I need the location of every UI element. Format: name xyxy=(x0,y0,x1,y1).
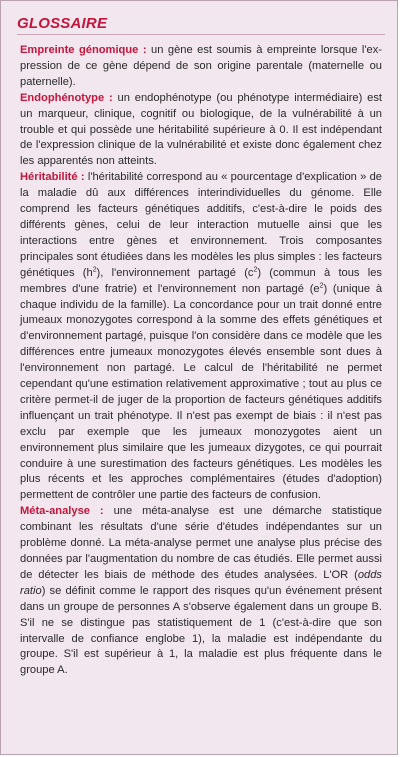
definition-text: un gène est soumis à empreinte lorsque l'expression de ce gène dépend de son origine parentale (maternelle ou paternelle). xyxy=(20,44,382,88)
superscript: 2 xyxy=(319,281,324,289)
entry-meta-analyse xyxy=(20,504,382,679)
superscript: 2 xyxy=(92,265,97,273)
term-label: Empreinte génomique : xyxy=(20,44,147,56)
italic-term: odds ratio xyxy=(20,568,382,597)
definition-text: ) (commun à tous les membres d'une fratrie) et l'environnement non partagé (e xyxy=(20,266,382,295)
term-label: Héritabilité : xyxy=(20,171,85,184)
definition-text: un endophénotype (ou phénotype intermédiaire) est un marqueur, clinique, cognitif ou biologique, de la vulnérabilité à un trouble et qui possède une héritabilité supérieure à 0. Il est indépendant de l'expression clinique de la vulnérabilité et existe donc également chez les apparentés non atteints. xyxy=(20,91,383,168)
definition-text: ) se définit comme le rapport des risques qu'un événement présent dans un groupe de personnes A s'observe également dans un groupe B. S'il ne se distingue pas statistiquement de 1 (c'est-à-dire que son intervalle de confiance englobe 1), la maladie est indépendante du groupe. S'il est supérieur à 1, la maladie est plus fréquente dans le groupe A. xyxy=(20,584,382,677)
definition-text: ), l'environnement partagé (c xyxy=(96,266,254,279)
superscript: 2 xyxy=(253,265,258,273)
entry-endophenotype xyxy=(20,91,382,171)
definition-text: ) (unique à chaque individu de la famille). La concordance pour un trait donné entre jumeaux monozygotes correspond à la somme des effets génétiques et d'environnement partagé, puisque l'on considère dans ce modèle que les différences entre jumeaux monozygotes élevés ensemble sont dues à l'environnement non partagé. Le calcul de l'héritabilité ne permet cependant qu'une estimation relativement approximative ; tout au plus ce critère permet-il de juger de la proportion de facteurs génétiques additifs influençant un trait phénotype. Il n'est pas exempt de biais : il n'est pas exclu par exemple que les jumeaux monozygotes aient un environnement plus similaire que les jumeaux dizygotes, ce qui pourrait conduire à une surestimation des facteurs génétiques. Les modèles les plus récents et les approches complémentaires (études d'adoption) permettent de contrôler une partie des facteurs de confusion. xyxy=(20,282,383,502)
glossary-content xyxy=(20,43,382,679)
definition-text: une méta-analyse est une démarche statistique combinant les résultats d'une série d'études indépendantes sur un problème donné. La méta-analyse permet une analyse plus précise des données par l'augmentation du nombre de cas étudiés. Elle permet aussi de détecter les biais de méthode des études analysées. L'OR ( xyxy=(20,505,382,581)
glossary-title: GLOSSAIRE xyxy=(17,15,108,32)
title-divider xyxy=(17,34,385,35)
entry-heritabilite xyxy=(20,170,382,504)
term-label: Méta-analyse : xyxy=(20,505,104,518)
entry-empreinte-genomique xyxy=(20,43,382,91)
term-label: Endophénotype : xyxy=(20,91,113,104)
definition-text: l'héritabilité correspond au « pourcentage d'explication » de la maladie dû aux différences interindividuelles du génome. Elle comprend les facteurs génétiques additifs, c'est-à-dire le poids des différents gènes, celui de leur interaction mutuelle ainsi que les interactions entre gènes et environnement. Trois composantes principales sont étudiées dans les modèles les plus simples : les facteurs génétiques (h xyxy=(20,171,382,279)
